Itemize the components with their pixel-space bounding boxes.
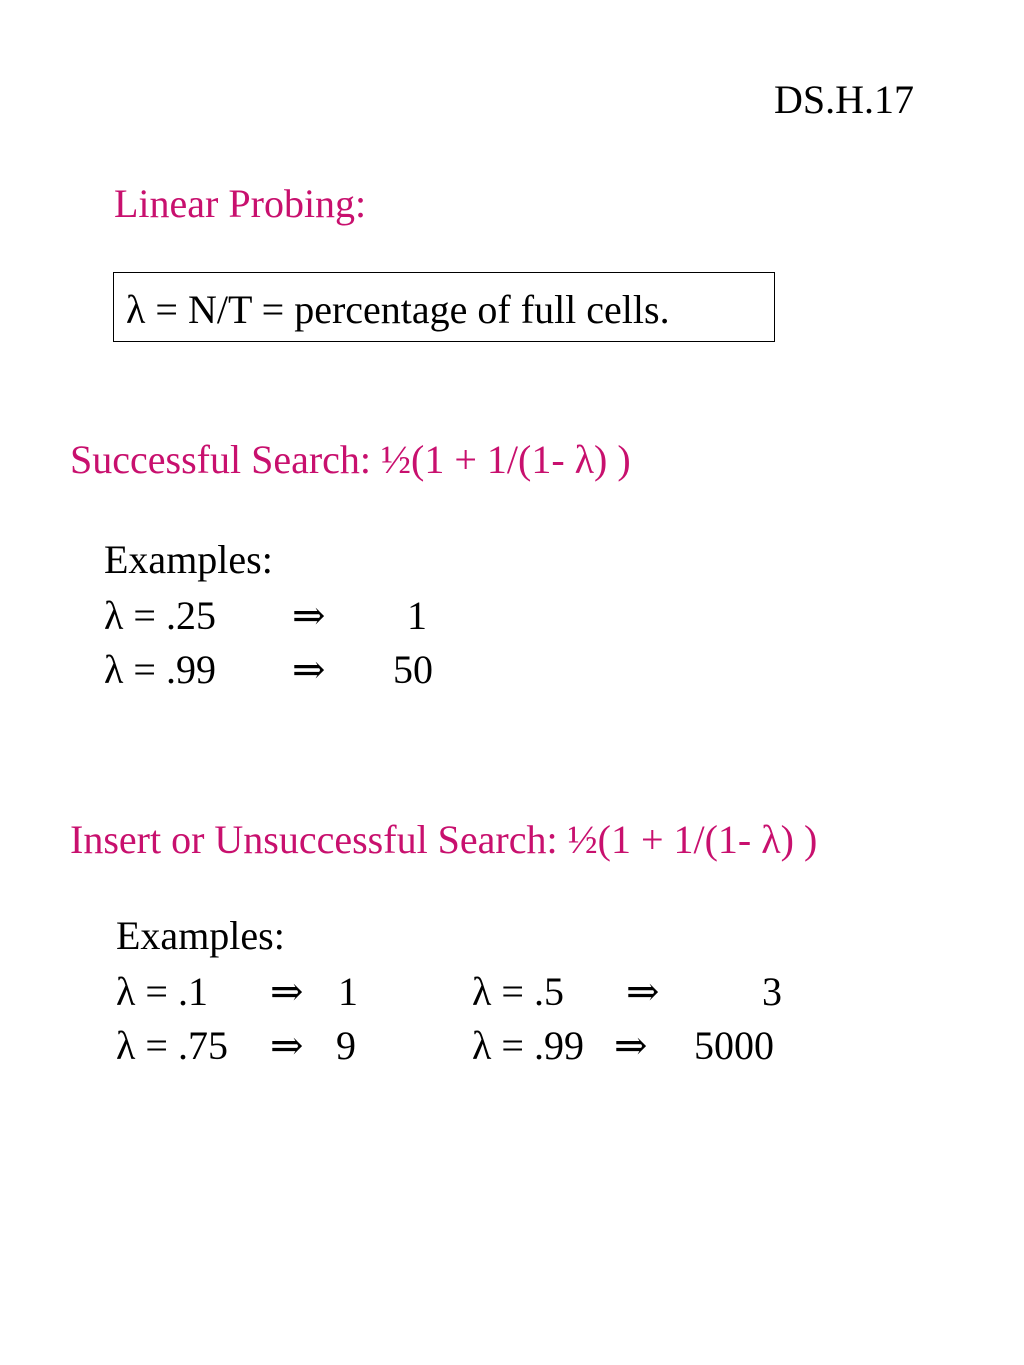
unsuccessful-search-heading: Insert or Unsuccessful Search: ½(1 + 1/(1- λ) ) [70, 817, 818, 862]
unsuccessful-example-result: 9 [336, 1023, 356, 1068]
slide-number: DS.H.17 [774, 77, 915, 122]
implies-arrow-icon: ⇒ [292, 647, 326, 692]
unsuccessful-example-lambda: λ = .1 [116, 969, 208, 1014]
unsuccessful-example-lambda: λ = .99 [472, 1023, 584, 1068]
unsuccessful-examples-label: Examples: [116, 913, 285, 958]
unsuccessful-example-result: 1 [338, 969, 358, 1014]
implies-arrow-icon: ⇒ [614, 1023, 648, 1068]
implies-arrow-icon: ⇒ [626, 969, 660, 1014]
successful-search-heading: Successful Search: ½(1 + 1/(1- λ) ) [70, 437, 631, 482]
definition-text: λ = N/T = percentage of full cells. [126, 287, 670, 332]
successful-example-result: 50 [393, 647, 433, 692]
unsuccessful-example-result: 5000 [694, 1023, 774, 1068]
section-title: Linear Probing: [114, 181, 367, 226]
unsuccessful-example-result: 3 [762, 969, 782, 1014]
implies-arrow-icon: ⇒ [270, 1023, 304, 1068]
implies-arrow-icon: ⇒ [270, 969, 304, 1014]
unsuccessful-example-lambda: λ = .75 [116, 1023, 228, 1068]
implies-arrow-icon: ⇒ [292, 593, 326, 638]
successful-example-result: 1 [407, 593, 427, 638]
unsuccessful-example-lambda: λ = .5 [472, 969, 564, 1014]
successful-example-lambda: λ = .99 [104, 647, 216, 692]
successful-example-lambda: λ = .25 [104, 593, 216, 638]
successful-examples-label: Examples: [104, 537, 273, 582]
